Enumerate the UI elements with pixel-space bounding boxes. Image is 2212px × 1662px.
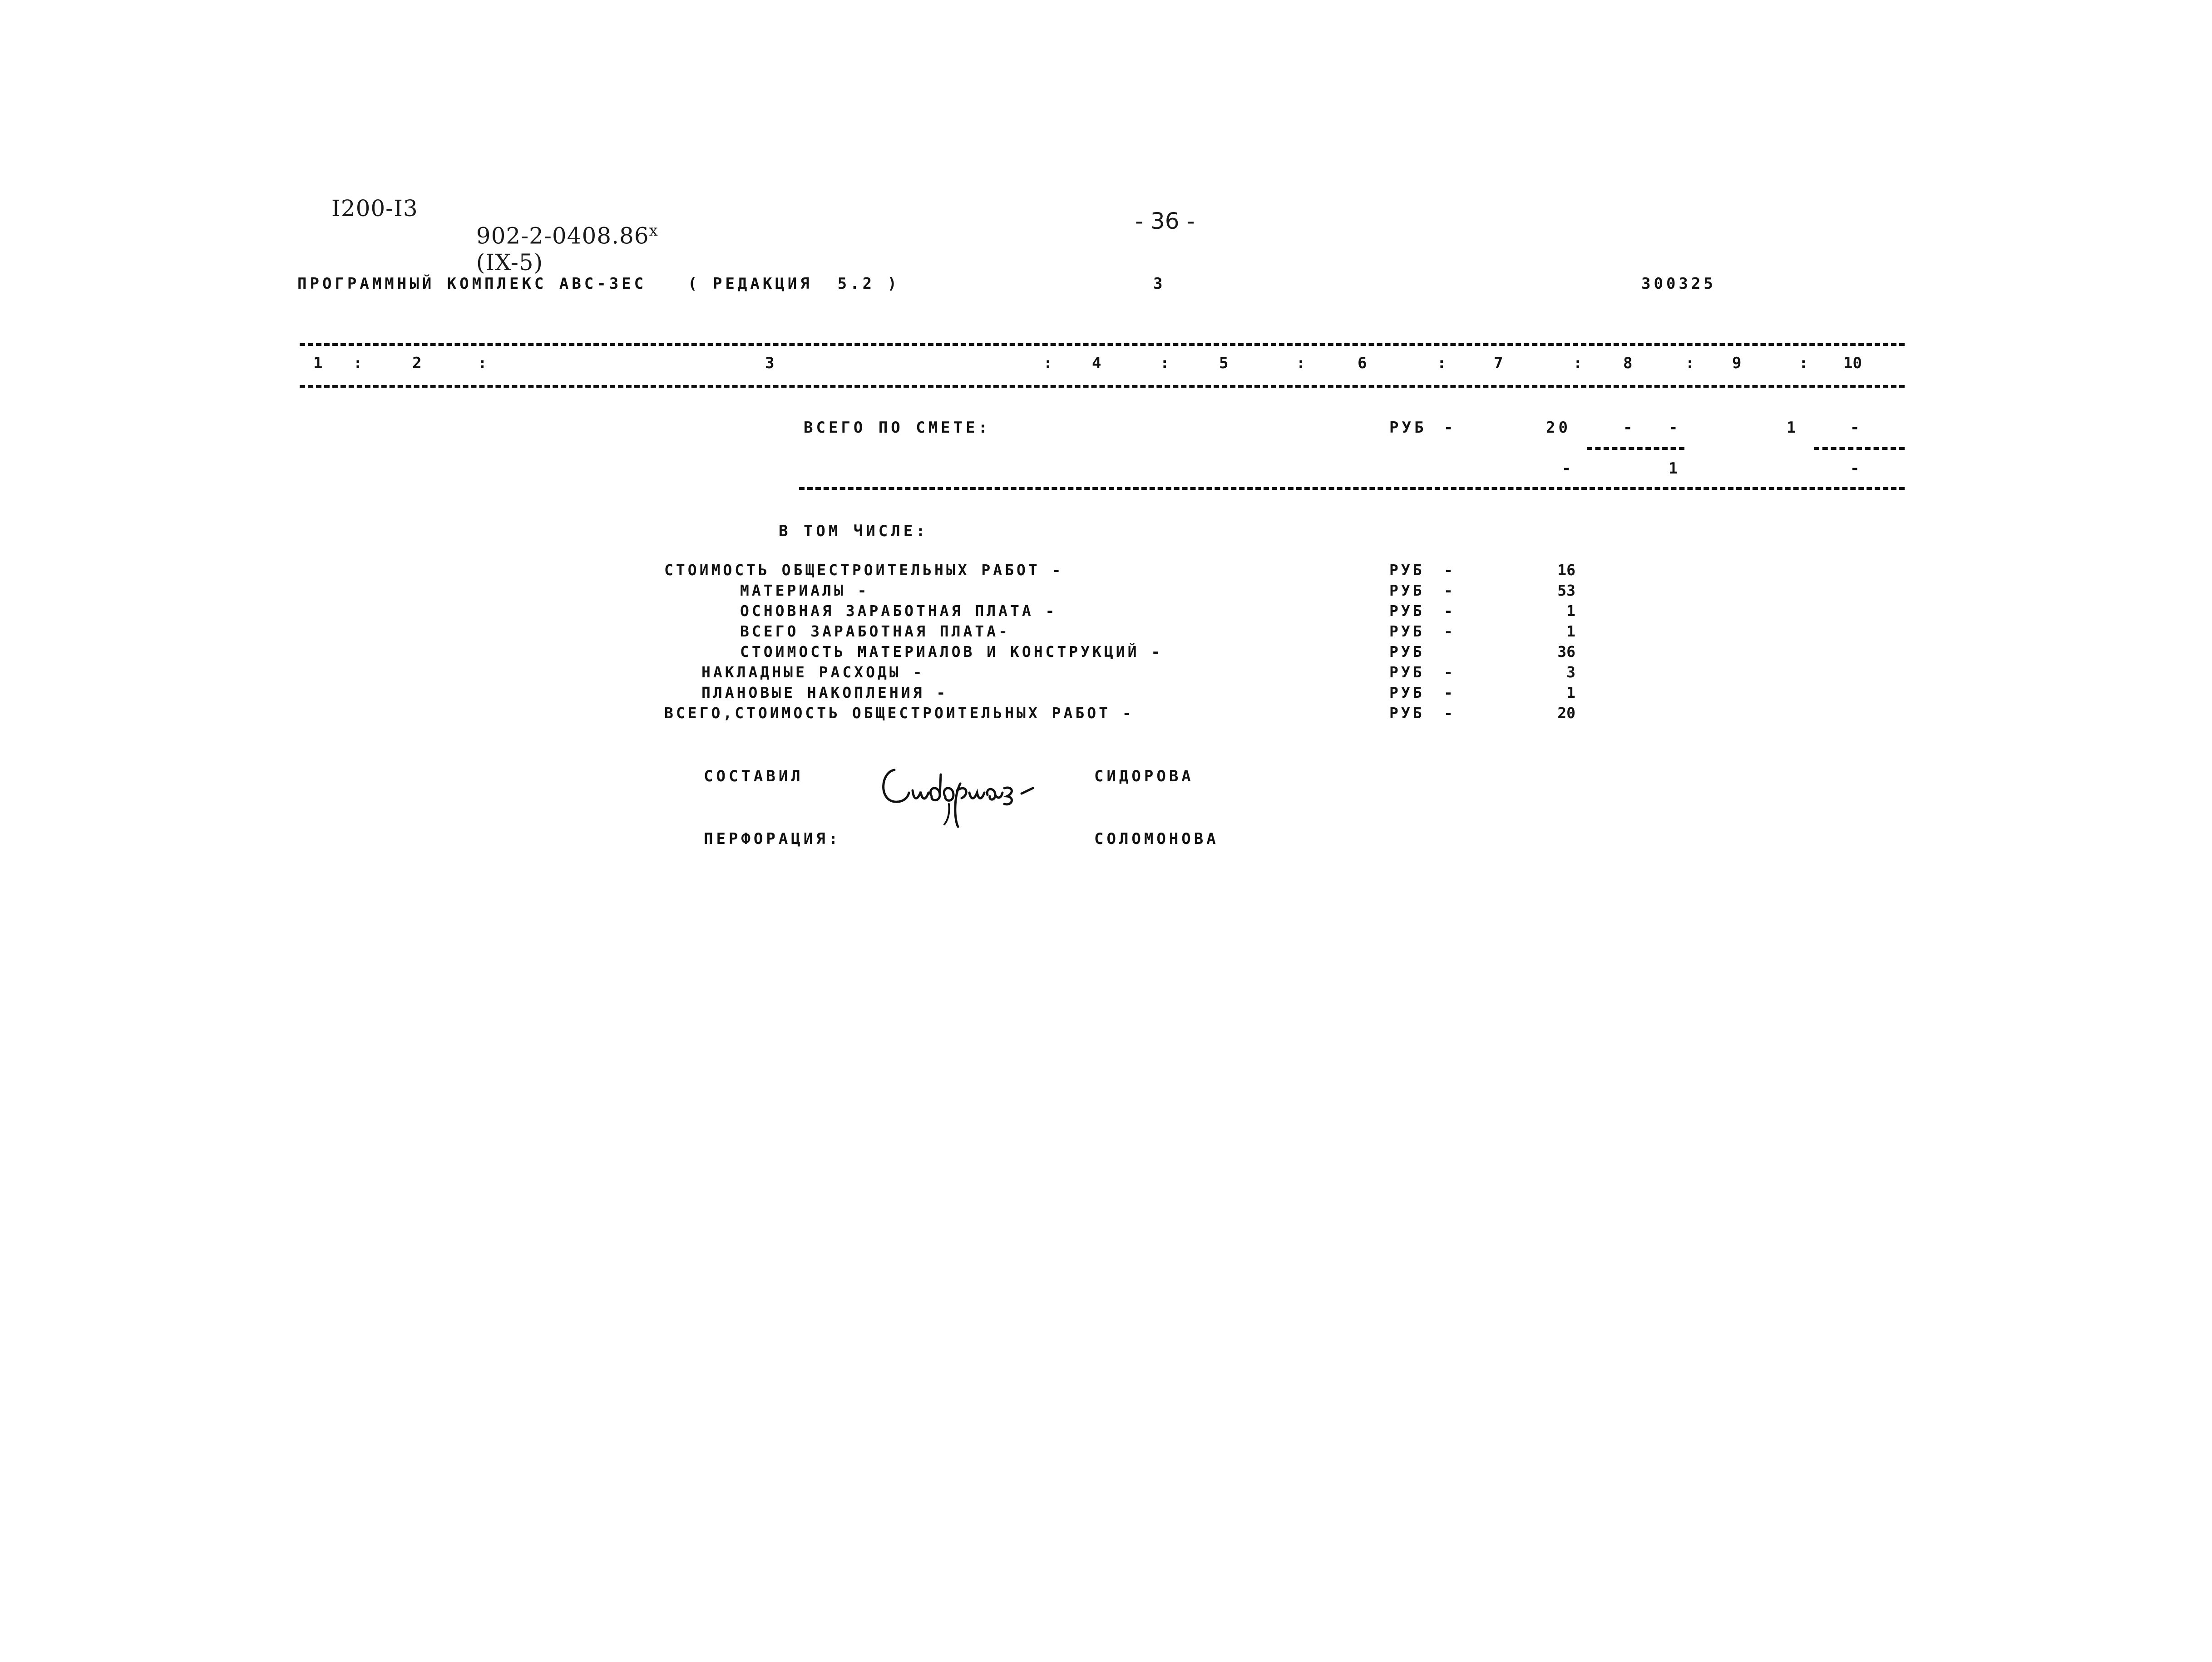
row-label: ВСЕГО ЗАРАБОТНАЯ ПЛАТА- [740,622,1010,640]
column-separator: : [1799,354,1808,372]
row-dash: - [1444,684,1453,701]
row-unit: РУБ [1389,684,1425,701]
total-bottom-rule [799,487,1905,490]
column-separator: : [1043,354,1053,372]
total-col8-dash-b: - [1669,419,1681,437]
row-label: ВСЕГО,СТОИМОСТЬ ОБЩЕСТРОИТЕЛЬНЫХ РАБОТ - [664,704,1134,722]
row-value: 1 [1566,684,1575,701]
doc-section: (IX-5) [476,249,543,276]
row-dash: - [1444,602,1453,620]
subtotal-col8-value: 1 [1669,459,1681,478]
column-number-8: 8 [1623,354,1633,372]
compiled-label: СОСТАВИЛ [704,767,804,785]
subtotal-col10-dash: - [1850,459,1863,478]
total-dash: - [1444,419,1457,437]
row-dash: - [1444,582,1453,599]
total-col9-value: 1 [1787,419,1799,437]
program-edition: ( РЕДАКЦИЯ 5.2 ) [688,275,900,293]
row-value: 20 [1557,704,1575,722]
row-dash: - [1444,561,1453,579]
breakdown-heading: В ТОМ ЧИСЛЕ: [779,522,928,540]
row-dash: - [1444,663,1453,681]
column-number-4: 4 [1092,354,1101,372]
signature-scribble [876,756,1040,833]
row-value: 53 [1557,582,1575,599]
row-label: СТОИМОСТЬ МАТЕРИАЛОВ И КОНСТРУКЦИЙ - [740,643,1163,661]
column-number-6: 6 [1358,354,1367,372]
doc-number-text: 902-2-0408.86 [476,222,649,249]
row-unit: РУБ [1389,663,1425,681]
column-separator: : [1573,354,1583,372]
row-unit: РУБ [1389,704,1425,722]
total-col8-dash-a: - [1623,419,1636,437]
perforation-name: СОЛОМОНОВА [1094,830,1219,848]
table-top-rule [300,343,1905,346]
column-separator: : [478,354,487,372]
sheet-number: 3 [1153,275,1166,293]
row-unit: РУБ [1389,622,1425,640]
column-separator: : [1437,354,1447,372]
row-dash: - [1444,622,1453,640]
column-separator: : [1160,354,1170,372]
column-number-9: 9 [1732,354,1742,372]
row-label: НАКЛАДНЫЕ РАСХОДЫ - [701,663,925,681]
column-number-2: 2 [412,354,422,372]
row-label: СТОИМОСТЬ ОБЩЕСТРОИТЕЛЬНЫХ РАБОТ - [664,561,1064,579]
row-value: 3 [1566,663,1575,681]
doc-mark: x [649,222,658,240]
column-separator: : [353,354,363,372]
column-number-1: 1 [313,354,323,372]
table-header-bottom-rule [300,385,1905,388]
total-col8-underline [1587,447,1684,450]
row-unit: РУБ [1389,582,1425,599]
program-code: 300325 [1641,275,1716,293]
row-dash: - [1444,704,1453,722]
column-number-5: 5 [1219,354,1229,372]
column-separator: : [1296,354,1306,372]
program-title: ПРОГРАММНЫЙ КОМПЛЕКС АВС-3ЕС [297,275,647,293]
subtotal-col7-dash: - [1562,459,1575,478]
doc-code: I200-I3 [331,195,418,222]
perforation-label: ПЕРФОРАЦИЯ: [704,830,841,848]
row-unit: РУБ [1389,561,1425,579]
row-value: 1 [1566,602,1575,620]
total-col10-dash: - [1850,419,1863,437]
row-value: 1 [1566,622,1575,640]
total-label: ВСЕГО ПО СМЕТЕ: [804,419,991,437]
row-label: МАТЕРИАЛЫ - [740,582,869,599]
column-number-3: 3 [765,354,775,372]
row-value: 16 [1557,561,1575,579]
column-number-10: 10 [1843,354,1862,372]
column-separator: : [1685,354,1695,372]
row-label: ПЛАНОВЫЕ НАКОПЛЕНИЯ - [701,684,948,701]
row-unit: РУБ [1389,643,1425,661]
handwritten-signature [876,740,1040,842]
row-label: ОСНОВНАЯ ЗАРАБОТНАЯ ПЛАТА - [740,602,1057,620]
doc-number [461,195,658,276]
total-value: 20 [1546,419,1571,437]
column-number-7: 7 [1494,354,1503,372]
total-unit: РУБ [1389,419,1427,437]
page-number: - 36 - [1135,208,1195,234]
compiled-name: СИДОРОВА [1094,767,1194,785]
row-value: 36 [1557,643,1575,661]
total-col10-underline [1814,447,1905,450]
row-unit: РУБ [1389,602,1425,620]
